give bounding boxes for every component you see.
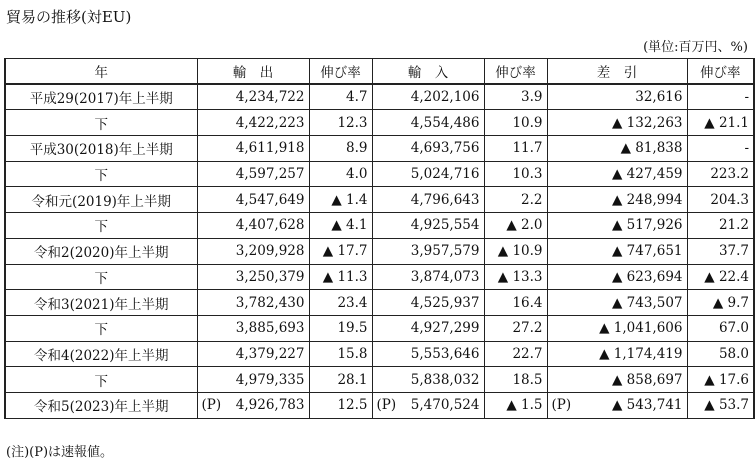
table-row [5,110,754,136]
cell-exports [197,161,309,187]
cell-imports [372,110,484,136]
cell-exports-growth-value: 23.4 [337,294,368,311]
cell-imports-growth [484,110,547,136]
unit-label: (単位:百万円、%) [643,40,748,55]
cell-balance-value: ▲ 81,838 [620,140,683,157]
cell-imports-growth-value: 2.2 [521,191,543,208]
cell-period-value: 下 [94,168,108,185]
cell-exports [197,238,309,264]
cell-imports-value: 5,838,032 [410,371,480,388]
cell-imports-value: 5,553,646 [410,345,480,362]
cell-imports-value: 3,874,073 [410,268,480,285]
cell-imports [372,136,484,162]
cell-period [5,213,197,239]
cell-imports-value: 4,554,486 [410,114,480,131]
cell-balance [547,213,687,239]
cell-exports-growth-value: ▲ 1.4 [331,191,368,208]
cell-balance-value: 32,616 [635,89,683,106]
cell-imports-growth [484,84,547,110]
cell-imports-value: 4,202,106 [410,89,480,106]
cell-exports-value: 3,209,928 [235,243,305,260]
cell-period-value: 令和3(2021)年上半期 [34,296,169,313]
cell-imports-growth [484,136,547,162]
cell-exports [197,110,309,136]
cell-exports [197,136,309,162]
cell-period [5,290,197,316]
cell-exports-value: 4,407,628 [235,217,305,234]
cell-balance-growth-value: 37.7 [718,243,749,260]
cell-balance [547,264,687,290]
cell-period [5,110,197,136]
cell-imports [372,367,484,393]
cell-imports-growth-value: ▲ 1.5 [506,397,543,414]
cell-balance-value: ▲ 623,694 [612,268,683,285]
cell-period [5,84,197,110]
cell-balance-value: ▲ 1,174,419 [599,345,683,362]
cell-imports-growth [484,290,547,316]
cell-balance [547,110,687,136]
cell-exports-growth-value: 8.9 [346,140,368,157]
cell-exports [197,290,309,316]
cell-imports-growth [484,341,547,367]
cell-exports-growth-value: 15.8 [337,345,368,362]
cell-exports [197,264,309,290]
header-exports-growth: 伸び率 [309,59,372,85]
table-row [5,367,754,393]
header-period: 年 [5,59,197,85]
cell-period-value: 下 [94,373,108,390]
cell-exports-value: 3,250,379 [235,268,305,285]
cell-balance-growth-value: ▲ 9.7 [712,294,749,311]
table-row [5,392,754,418]
cell-period-value: 下 [94,270,108,287]
trade-table [4,58,755,419]
cell-balance-growth [687,161,754,187]
cell-imports-growth-value: ▲ 10.9 [497,243,543,260]
cell-balance-growth [687,392,754,418]
cell-imports-growth-value: ▲ 13.3 [497,268,543,285]
table-row [5,264,754,290]
cell-balance [547,290,687,316]
cell-exports-value: 3,885,693 [235,320,305,337]
cell-exports-value: 4,547,649 [235,191,305,208]
cell-imports-growth-value: 27.2 [512,320,543,337]
cell-period [5,392,197,418]
cell-imports-growth [484,238,547,264]
cell-balance-value: ▲ 1,041,606 [599,320,683,337]
cell-exports-growth-value: 4.0 [346,166,368,183]
cell-imports-value: 4,525,937 [410,294,480,311]
cell-balance-growth-value: 204.3 [710,191,749,208]
cell-balance [547,238,687,264]
cell-period [5,315,197,341]
cell-exports-value: 4,611,918 [235,140,305,157]
table-row [5,187,754,213]
cell-imports [372,84,484,110]
cell-period [5,187,197,213]
cell-imports-growth-value: 10.3 [512,166,543,183]
cell-imports-value: 4,925,554 [410,217,480,234]
cell-exports-growth [309,315,372,341]
cell-imports-value: 4,927,299 [410,320,480,337]
cell-balance-growth [687,213,754,239]
preliminary-mark: (P) [376,397,397,414]
cell-exports-value: 3,782,430 [235,294,305,311]
table-row [5,238,754,264]
cell-exports-growth-value: 12.5 [337,397,368,414]
cell-exports-growth [309,264,372,290]
cell-balance-growth [687,367,754,393]
cell-exports-growth [309,110,372,136]
cell-balance-growth [687,238,754,264]
header-imports-growth: 伸び率 [484,59,547,85]
preliminary-mark: (P) [201,397,222,414]
cell-imports-growth [484,213,547,239]
cell-period-value: 平成30(2018)年上半期 [29,142,173,159]
cell-balance-value: ▲ 747,651 [612,243,683,260]
cell-exports-growth-value: ▲ 4.1 [331,217,368,234]
cell-imports [372,238,484,264]
cell-exports [197,392,309,418]
cell-exports [197,315,309,341]
cell-imports [372,341,484,367]
cell-exports-growth-value: 4.7 [346,89,368,106]
cell-balance-growth [687,136,754,162]
cell-period-value: 下 [94,322,108,339]
cell-imports-growth [484,161,547,187]
cell-period [5,161,197,187]
header-balance-growth: 伸び率 [687,59,754,85]
cell-imports [372,264,484,290]
cell-period-value: 下 [94,116,108,133]
header-imports: 輸 入 [372,59,484,85]
cell-imports-value: 5,470,524 [410,397,480,414]
table-body [5,84,754,418]
cell-balance-growth-value: 67.0 [718,320,749,337]
cell-imports-growth-value: ▲ 2.0 [506,217,543,234]
cell-imports-growth [484,187,547,213]
cell-balance [547,84,687,110]
cell-exports-growth [309,187,372,213]
cell-balance-value: ▲ 132,263 [612,114,683,131]
table-row [5,136,754,162]
cell-exports-growth [309,392,372,418]
cell-imports [372,392,484,418]
header-exports: 輸 出 [197,59,309,85]
cell-period [5,367,197,393]
cell-exports-growth [309,367,372,393]
cell-imports [372,161,484,187]
cell-period [5,341,197,367]
cell-imports [372,290,484,316]
cell-balance-growth-value: 58.0 [718,345,749,362]
cell-exports-growth [309,84,372,110]
cell-imports-growth [484,367,547,393]
cell-balance-growth-value: 21.2 [718,217,749,234]
cell-balance [547,187,687,213]
cell-imports [372,187,484,213]
cell-balance-value: ▲ 743,507 [612,294,683,311]
cell-balance [547,161,687,187]
cell-imports-growth [484,264,547,290]
cell-imports-value: 4,693,756 [410,140,480,157]
cell-balance-value: ▲ 517,926 [612,217,683,234]
cell-exports-growth-value: 28.1 [337,371,368,388]
cell-exports-value: 4,422,223 [235,114,305,131]
cell-balance-value: ▲ 427,459 [612,166,683,183]
cell-balance [547,315,687,341]
header-balance: 差 引 [547,59,687,85]
cell-exports [197,187,309,213]
cell-balance-growth-value: ▲ 22.4 [704,268,749,285]
cell-balance-growth [687,110,754,136]
cell-exports-value: 4,597,257 [235,166,305,183]
cell-imports-value: 3,957,579 [410,243,480,260]
cell-balance-growth [687,187,754,213]
cell-balance-growth [687,315,754,341]
cell-imports-growth-value: 11.7 [512,140,543,157]
table-row [5,84,754,110]
cell-balance [547,367,687,393]
cell-balance-value: ▲ 543,741 [612,397,683,414]
cell-exports-value: 4,234,722 [235,89,305,106]
table-row [5,161,754,187]
cell-exports [197,213,309,239]
cell-period [5,264,197,290]
cell-exports-growth [309,213,372,239]
cell-exports-value: 4,379,227 [235,345,305,362]
cell-exports-value: 4,926,783 [235,397,305,414]
cell-imports-growth-value: 22.7 [512,345,543,362]
cell-imports [372,213,484,239]
cell-balance-growth-value: ▲ 21.1 [704,114,749,131]
preliminary-mark: (P) [551,397,572,414]
cell-period-value: 令和2(2020)年上半期 [34,245,169,262]
header-row [5,59,754,85]
cell-imports-growth-value: 10.9 [512,114,543,131]
cell-imports [372,315,484,341]
cell-exports-growth-value: ▲ 17.7 [322,243,368,260]
cell-exports-growth-value: ▲ 11.3 [322,268,368,285]
cell-imports-value: 5,024,716 [410,166,480,183]
table-row [5,213,754,239]
cell-exports-growth-value: 19.5 [337,320,368,337]
cell-exports-growth [309,136,372,162]
cell-period-value: 下 [94,219,108,236]
cell-exports-value: 4,979,335 [235,371,305,388]
table-row [5,290,754,316]
footnote: (注)(P)は速報値。 [6,445,114,460]
table-row [5,341,754,367]
cell-imports-growth-value: 16.4 [512,294,543,311]
table-row [5,315,754,341]
cell-balance-growth [687,264,754,290]
cell-exports [197,367,309,393]
cell-imports-growth [484,315,547,341]
cell-period [5,136,197,162]
cell-balance-growth-value: 223.2 [710,166,749,183]
cell-balance-growth-value: ▲ 53.7 [704,397,749,414]
cell-imports-growth-value: 3.9 [521,89,543,106]
cell-balance [547,341,687,367]
cell-balance [547,136,687,162]
cell-exports-growth-value: 12.3 [337,114,368,131]
cell-exports [197,341,309,367]
cell-period-value: 令和5(2023)年上半期 [34,399,169,416]
cell-balance-growth [687,290,754,316]
cell-imports-growth [484,392,547,418]
cell-balance-growth [687,84,754,110]
cell-balance-growth [687,341,754,367]
cell-period-value: 平成29(2017)年上半期 [29,91,173,108]
cell-imports-growth-value: 18.5 [512,371,543,388]
cell-exports-growth [309,161,372,187]
cell-exports-growth [309,290,372,316]
cell-balance-growth-value: - [744,89,749,106]
cell-balance [547,392,687,418]
cell-exports-growth [309,238,372,264]
cell-period-value: 令和4(2022)年上半期 [34,347,169,364]
cell-balance-growth-value: - [744,140,749,157]
cell-period-value: 令和元(2019)年上半期 [31,193,171,210]
cell-imports-value: 4,796,643 [410,191,480,208]
page-title: 貿易の推移(対EU) [6,8,132,26]
cell-exports [197,84,309,110]
cell-balance-value: ▲ 248,994 [612,191,683,208]
cell-exports-growth [309,341,372,367]
cell-period [5,238,197,264]
cell-balance-value: ▲ 858,697 [612,371,683,388]
cell-balance-growth-value: ▲ 17.6 [704,371,749,388]
